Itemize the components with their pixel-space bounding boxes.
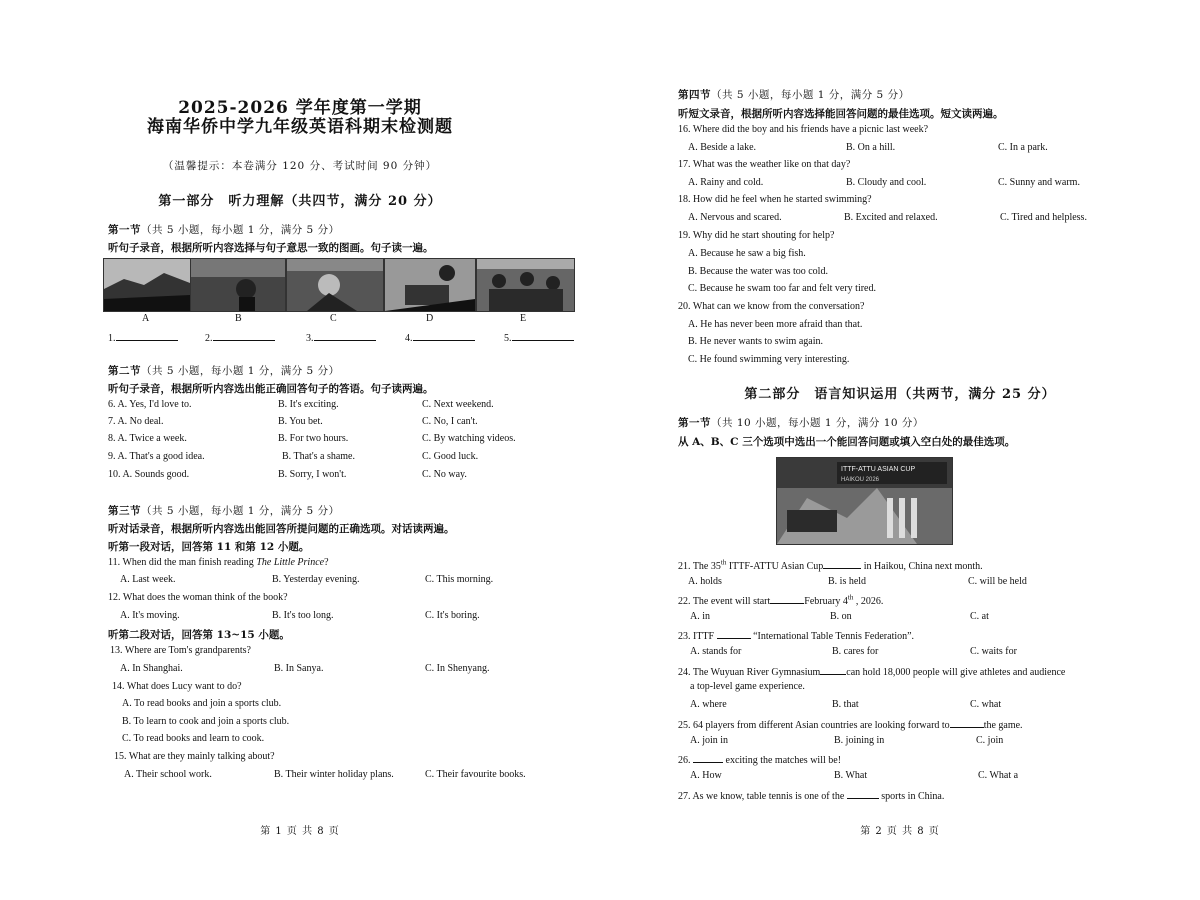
q14-option-a: A. To read books and join a sports club. <box>122 698 282 709</box>
q26-stem <box>678 752 841 766</box>
section3-label: 第三节 <box>108 505 141 517</box>
q6-option-b: B. It's exciting. <box>278 399 339 410</box>
q21-text-b: ITTF-ATTU Asian Cup <box>726 561 824 572</box>
section2-info: （共 5 小题，每小题 1 分，满分 5 分） <box>141 365 340 377</box>
exam-hint: （温馨提示：本卷满分 120 分、考试时间 90 分钟） <box>162 160 438 172</box>
q27-text-a: 27. As we know, table tennis is one of the <box>678 791 847 802</box>
q25-stem <box>678 717 1023 731</box>
q11-mark: ? <box>324 557 329 568</box>
picture-d <box>384 258 476 312</box>
answer-blank-3[interactable] <box>306 330 376 344</box>
part1-title: 第一部分 听力理解（共四节，满分 20 分） <box>158 194 442 209</box>
q15-stem: 15. What are they mainly talking about? <box>114 751 275 762</box>
q22-option-a: A. in <box>690 611 710 622</box>
q25-text-b: the game. <box>983 720 1023 731</box>
q11-option-a: A. Last week. <box>120 574 176 585</box>
q21-text-a: 21. The 35 <box>678 561 721 572</box>
answer-blank-5[interactable] <box>504 330 574 344</box>
q27-text-b: sports in China. <box>878 791 945 802</box>
q26-text-a: 26. <box>678 755 693 766</box>
section5-instruction: 从 A、B、C 三个选项中选出一个能回答问题或填入空白处的最佳选项。 <box>678 436 1016 448</box>
q18-option-c: C. Tired and helpless. <box>1000 212 1087 223</box>
q12-option-b: B. It's too long. <box>272 610 334 621</box>
q16-option-b: B. On a hill. <box>846 142 896 153</box>
page1-footer: 第 1 页 共 8 页 <box>260 826 340 837</box>
q9-option-a: 9. A. That's a good idea. <box>108 451 205 462</box>
q23-option-a: A. stands for <box>690 646 742 657</box>
q7-option-a: 7. A. No deal. <box>108 416 164 427</box>
q26-option-c: C. What a <box>978 770 1019 781</box>
q23-stem <box>678 628 914 642</box>
q25-option-a: A. join in <box>690 735 729 746</box>
q24-stem <box>678 664 1065 678</box>
q18-stem: 18. How did he feel when he started swimming? <box>678 194 872 205</box>
q8-option-b: B. For two hours. <box>278 433 349 444</box>
q14-option-b: B. To learn to cook and join a sports club. <box>122 716 290 727</box>
q21-option-a: A. holds <box>688 576 722 587</box>
section4-header <box>678 87 910 102</box>
q15-option-a: A. Their school work. <box>124 769 212 780</box>
q25-option-c: C. join <box>976 735 1004 746</box>
q11-stem <box>108 557 329 568</box>
blank-number: 3. <box>306 333 314 344</box>
q11-text: 11. When did the man finish reading <box>108 557 257 568</box>
picture-b <box>190 258 286 312</box>
picture-label-e: E <box>520 313 527 324</box>
q12-option-c: C. It's boring. <box>425 610 480 621</box>
q16-option-c: C. In a park. <box>998 142 1048 153</box>
picture-e <box>476 258 575 312</box>
q21-option-b: B. is held <box>828 576 867 587</box>
section1-label: 第一节 <box>108 224 141 236</box>
q14-stem: 14. What does Lucy want to do? <box>112 681 242 692</box>
q17-option-c: C. Sunny and warm. <box>998 177 1080 188</box>
q15-option-c: C. Their favourite books. <box>425 769 526 780</box>
q21-stem <box>678 558 983 572</box>
q26-text-b: exciting the matches will be! <box>723 755 842 766</box>
page2-footer: 第 2 页 共 8 页 <box>860 826 940 837</box>
q11-option-b: B. Yesterday evening. <box>272 574 360 585</box>
q24-option-c: C. what <box>970 699 1002 710</box>
section5-label: 第一节 <box>678 417 711 429</box>
q25-text-a: 25. 64 players from different Asian countries are looking forward to <box>678 720 950 731</box>
q10-option-a: 10. A. Sounds good. <box>108 469 190 480</box>
exam-title-line2: 海南华侨中学九年级英语科期末检测题 <box>147 117 453 137</box>
q23-text-a: 23. ITTF <box>678 631 717 642</box>
q24-stem-cont: a top-level game experience. <box>690 681 805 692</box>
section3-instruction: 听对话录音，根据所听内容选出能回答所提问题的正确选项。对话读两遍。 <box>108 523 455 535</box>
q20-stem: 20. What can we know from the conversation? <box>678 301 865 312</box>
dialog1-instruction: 听第一段对话，回答第 11 和第 12 小题。 <box>108 541 310 553</box>
q25-option-b: B. joining in <box>834 735 885 746</box>
q24-option-b: B. that <box>832 699 859 710</box>
q15-option-b: B. Their winter holiday plans. <box>274 769 394 780</box>
q13-option-a: A. In Shanghai. <box>120 663 183 674</box>
q22-option-c: C. at <box>970 611 989 622</box>
q24-option-a: A. where <box>690 699 727 710</box>
q8-option-c: C. By watching videos. <box>422 433 516 444</box>
section3-header <box>108 503 340 518</box>
section2-label: 第二节 <box>108 365 141 377</box>
q24-text-a: 24. The Wuyuan River Gymnasium <box>678 667 821 678</box>
q12-option-a: A. It's moving. <box>120 610 180 621</box>
picture-label-b: B <box>235 313 242 324</box>
blank-number: 5. <box>504 333 512 344</box>
q21-text-c: in Haikou, China next month. <box>861 561 983 572</box>
asian-cup-poster-image <box>776 457 953 545</box>
q20-option-a: A. He has never been more afraid than that. <box>688 319 863 330</box>
q7-option-b: B. You bet. <box>278 416 323 427</box>
q10-option-b: B. Sorry, I won't. <box>278 469 347 480</box>
picture-label-c: C <box>330 313 337 324</box>
q20-option-c: C. He found swimming very interesting. <box>688 354 850 365</box>
q21-option-c: C. will be held <box>968 576 1027 587</box>
q26-option-b: B. What <box>834 770 868 781</box>
q24-text-b: can hold 18,000 people will give athletes and audience <box>846 667 1066 678</box>
blank-number: 1. <box>108 333 116 344</box>
section1-header <box>108 222 340 237</box>
q7-option-c: C. No, I can't. <box>422 416 478 427</box>
poster-line2: HAIKOU 2026 <box>841 477 880 483</box>
q23-option-b: B. cares for <box>832 646 879 657</box>
q6-option-a: 6. A. Yes, I'd love to. <box>108 399 192 410</box>
section4-info: （共 5 小题，每小题 1 分，满分 5 分） <box>711 89 910 101</box>
q19-option-b: B. Because the water was too cold. <box>688 266 828 277</box>
q8-option-a: 8. A. Twice a week. <box>108 433 187 444</box>
q10-option-c: C. No way. <box>422 469 467 480</box>
section1-info: （共 5 小题，每小题 1 分，满分 5 分） <box>141 224 340 236</box>
section4-label: 第四节 <box>678 89 711 101</box>
section2-instruction: 听句子录音，根据所听内容选出能正确回答句子的答语。句子读两遍。 <box>108 383 434 395</box>
q22-text-b: February 4 <box>804 596 848 607</box>
q19-stem: 19. Why did he start shouting for help? <box>678 230 835 241</box>
q19-option-c: C. Because he swam too far and felt very tired. <box>688 283 876 294</box>
q17-option-a: A. Rainy and cold. <box>688 177 764 188</box>
q11-option-c: C. This morning. <box>425 574 494 585</box>
q9-option-b: B. That's a shame. <box>282 451 355 462</box>
q22-text-c: , 2026. <box>853 596 884 607</box>
q18-option-b: B. Excited and relaxed. <box>844 212 938 223</box>
section3-info: （共 5 小题，每小题 1 分，满分 5 分） <box>141 505 340 517</box>
picture-label-a: A <box>142 313 150 324</box>
q23-option-c: C. waits for <box>970 646 1017 657</box>
q22-text-a: 22. The event will start <box>678 596 771 607</box>
section2-header <box>108 363 340 378</box>
q11-book-title: The Little Prince <box>256 557 325 568</box>
exam-title-line1: 2025-2026 学年度第一学期 <box>178 98 422 118</box>
q22-stem <box>678 593 883 607</box>
q19-option-a: A. Because he saw a big fish. <box>688 248 806 259</box>
picture-c <box>286 258 384 312</box>
q13-option-c: C. In Shenyang. <box>425 663 490 674</box>
part2-title: 第二部分 语言知识运用（共两节，满分 25 分） <box>744 387 1056 402</box>
q21-sup: th <box>720 558 727 567</box>
q16-option-a: A. Beside a lake. <box>688 142 757 153</box>
section1-instruction: 听句子录音，根据所听内容选择与句子意思一致的图画。句子读一遍。 <box>108 242 434 254</box>
section4-instruction: 听短文录音，根据所听内容选择能回答问题的最佳选项。短文读两遍。 <box>678 108 1004 120</box>
q26-option-a: A. How <box>690 770 722 781</box>
q13-option-b: B. In Sanya. <box>274 663 324 674</box>
q16-stem: 16. Where did the boy and his friends have a picnic last week? <box>678 124 929 135</box>
section5-info: （共 10 小题，每小题 1 分，满分 10 分） <box>711 417 924 429</box>
dialog2-instruction: 听第二段对话，回答第 13~15 小题。 <box>108 629 290 641</box>
q9-option-c: C. Good luck. <box>422 451 479 462</box>
answer-blank-1[interactable] <box>108 330 178 344</box>
q13-stem: 13. Where are Tom's grandparents? <box>110 645 251 656</box>
section5-header <box>678 415 924 430</box>
picture-label-d: D <box>426 313 434 324</box>
blank-number: 4. <box>405 333 413 344</box>
q17-option-b: B. Cloudy and cool. <box>846 177 927 188</box>
q12-stem: 12. What does the woman think of the book? <box>108 592 288 603</box>
answer-blank-2[interactable] <box>205 330 275 344</box>
q20-option-b: B. He never wants to swim again. <box>688 336 823 347</box>
poster-line1: ITTF-ATTU ASIAN CUP <box>841 466 916 473</box>
q27-stem <box>678 788 944 802</box>
q6-option-c: C. Next weekend. <box>422 399 494 410</box>
q22-sup: th <box>847 593 854 602</box>
answer-blank-4[interactable] <box>405 330 475 344</box>
blank-number: 2. <box>205 333 213 344</box>
q18-option-a: A. Nervous and scared. <box>688 212 782 223</box>
q23-text-b: “International Table Tennis Federation”. <box>750 631 915 642</box>
q17-stem: 17. What was the weather like on that day? <box>678 159 851 170</box>
picture-a <box>103 258 191 312</box>
q22-option-b: B. on <box>830 611 852 622</box>
q14-option-c: C. To read books and learn to cook. <box>122 733 265 744</box>
